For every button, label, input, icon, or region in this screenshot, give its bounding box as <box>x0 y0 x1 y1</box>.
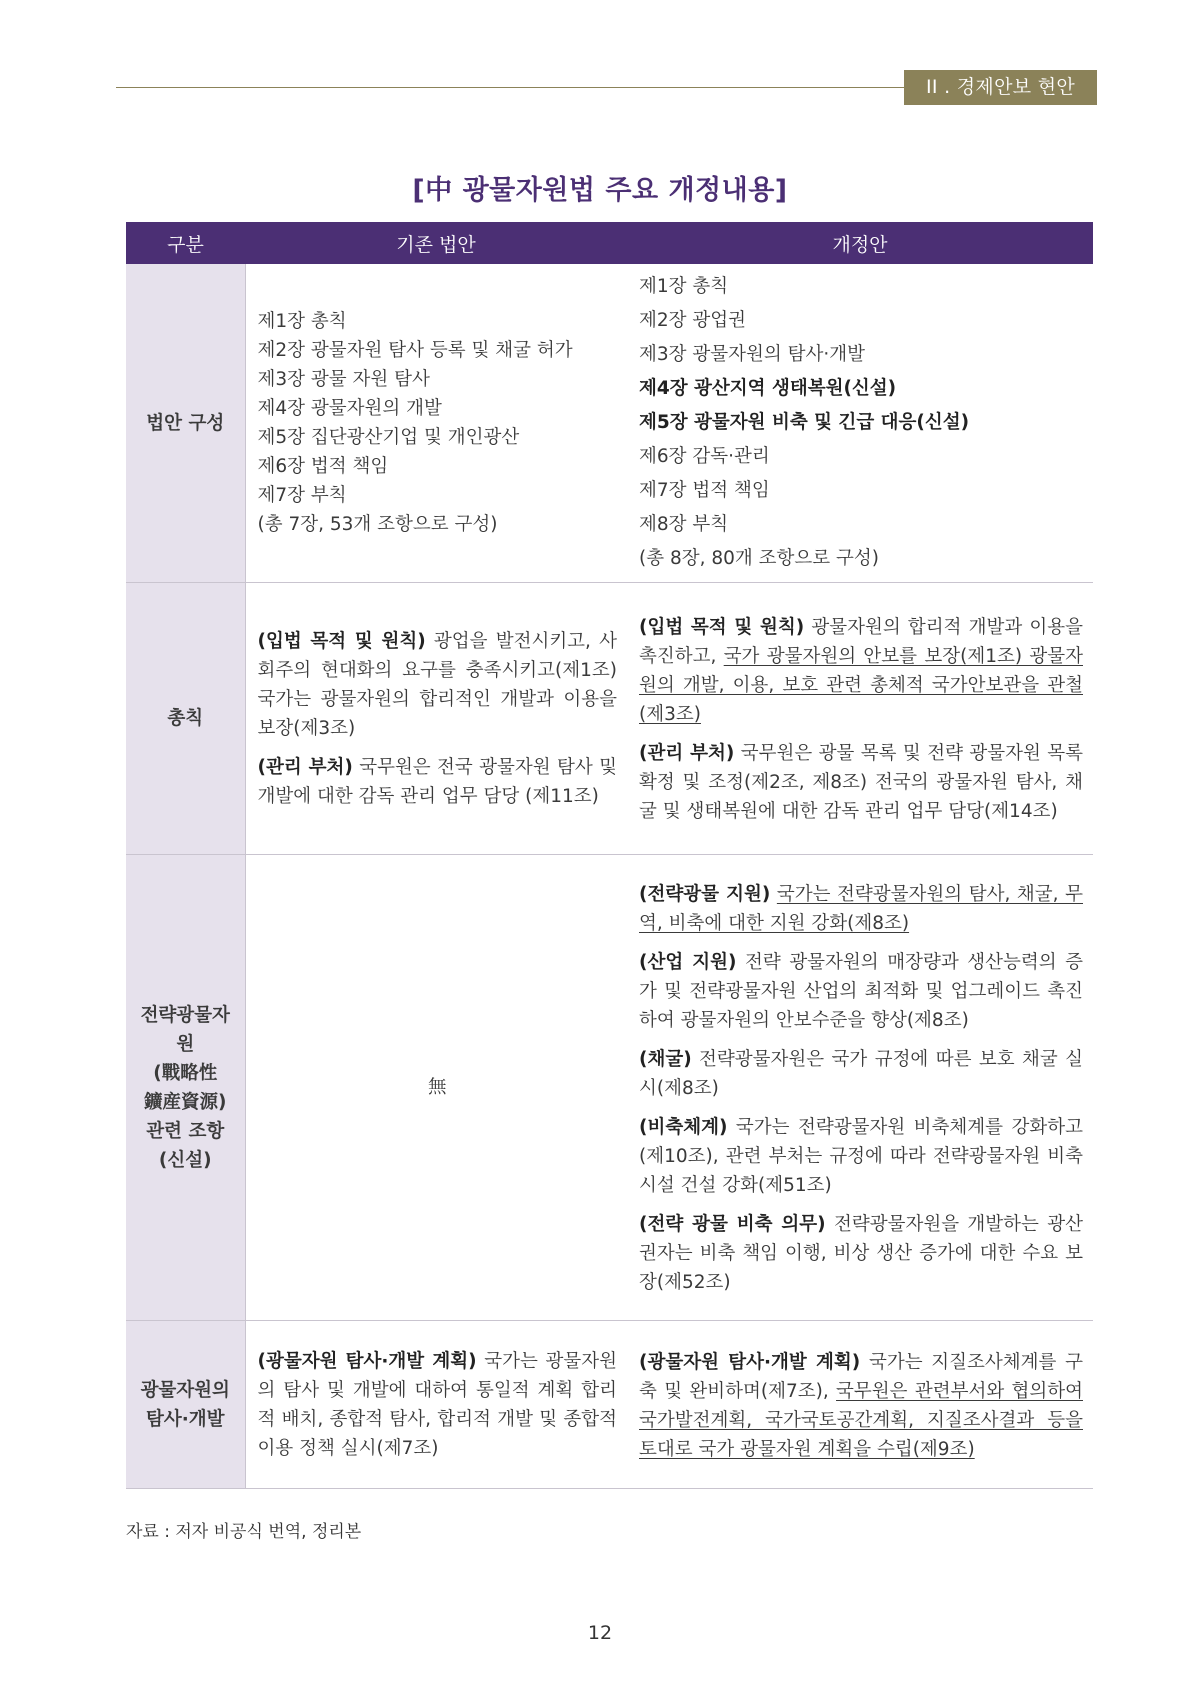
old-chapter: 제5장 집단광산기업 및 개인광산 <box>257 427 520 448</box>
new-provision <box>639 948 1083 1035</box>
new-chapter: 제8장 부칙 <box>639 514 729 535</box>
new-provision <box>639 1045 1083 1103</box>
provision-text: 국무원은 전국 광물자원 탐사 및 개발에 대한 감독 관리 업무 담당 (제11조) <box>257 756 617 807</box>
old-chapter: 제6장 법적 책임 <box>257 456 389 477</box>
new-law-cell <box>627 1321 1093 1489</box>
header-old-law: 기존 법안 <box>245 222 627 264</box>
row-category <box>126 855 245 1321</box>
new-law-cell <box>627 855 1093 1321</box>
provision-label: (관리 부처) <box>639 743 735 764</box>
table-row <box>126 855 1093 1321</box>
new-chapter-highlight: 제4장 광산지역 생태복원(신설) <box>639 378 897 399</box>
provision-label: (산업 지원) <box>639 952 737 973</box>
new-provision <box>639 1210 1083 1297</box>
new-chapter: 제6장 감독·관리 <box>639 446 770 467</box>
table-row <box>126 264 1093 583</box>
provision-text: 국무원은 광물 목록 및 전략 광물자원 목록 확정 및 조정(제2조, 제8조) 전국의 광물자원 탐사, 채굴 및 생태복원에 대한 감독 관리 업무 담당(제14조) <box>639 743 1083 822</box>
old-chapter: 제1장 총칙 <box>257 311 347 332</box>
provision-label: (광물자원 탐사·개발 계획) <box>639 1351 861 1373</box>
provision-text: 국가는 전략광물자원 비축체계를 강화하고(제10조), 관련 부처는 규정에 따라 전략광물자원 비축시설 건설 강화(제51조) <box>639 1117 1083 1196</box>
category-line: (신설) <box>158 1149 212 1171</box>
new-chapter: 제2장 광업권 <box>639 310 747 331</box>
old-chapter: 제4장 광물자원의 개발 <box>257 398 442 419</box>
table-title: [中 광물자원법 주요 개정내용] <box>412 175 788 206</box>
old-law-cell <box>245 583 627 855</box>
provision-text: 광물자원의 합리적 개발과 이용을 촉진하고, <box>639 617 1083 667</box>
old-chapter: 제7장 부칙 <box>257 485 347 506</box>
provision-text: 전략 광물자원의 매장량과 생산능력의 증가 및 전략광물자원 산업의 최적화 및 업그레이드 촉진하여 광물자원의 안보수준을 향상(제8조) <box>639 952 1083 1031</box>
table-row <box>126 583 1093 855</box>
old-law-cell-none: 無 <box>245 855 627 1321</box>
old-chapter: 제2장 광물자원 탐사 등록 및 채굴 허가 <box>257 340 573 361</box>
old-chapter: 제3장 광물 자원 탐사 <box>257 369 430 390</box>
new-chapter: 제3장 광물자원의 탐사·개발 <box>639 344 865 365</box>
provision-text: 전략광물자원을 개발하는 광산권자는 비축 책임 이행, 비상 생산 증가에 대한 수요 보장(제52조) <box>639 1214 1084 1293</box>
provision-label: (입법 목적 및 원칙) <box>257 630 426 652</box>
old-law-cell <box>245 264 627 583</box>
new-provision <box>639 1348 1083 1464</box>
table-header-row <box>126 222 1093 264</box>
provision-label: (광물자원 탐사·개발 계획) <box>257 1350 477 1372</box>
provision-label: (비축체계) <box>639 1117 728 1138</box>
provision-text: 국가는 지질조사체계를 구축 및 완비하며(제7조), <box>639 1351 1083 1402</box>
category-line: 전략광물자원 <box>140 1004 230 1055</box>
provision-underlined-text: 국무원은 관련부서와 협의하여 국가발전계획, 국가국토공간계획, 지질조사결과 등을 토대로 국가 광물자원 계획을 수립(제9조) <box>639 1380 1083 1460</box>
provision-underlined-text: 국가 광물자원의 안보를 보장(제1조) 광물자원의 개발, 이용, 보호 관련 총체적 국가안보관을 관철(제3조) <box>639 646 1083 725</box>
header-category: 구분 <box>126 222 245 264</box>
provision-text: 광업을 발전시키고, 사회주의 현대화의 요구를 충족시키고(제1조) 국가는 광물자원의 합리적인 개발과 이용을 보장(제3조) <box>257 630 617 739</box>
row-category: 총칙 <box>126 583 245 855</box>
old-law-cell <box>245 1321 627 1489</box>
old-provision <box>258 1347 618 1463</box>
provision-underlined-text: 국가는 전략광물자원의 탐사, 채굴, 무역, 비축에 대한 지원 강화(제8조) <box>639 884 1083 934</box>
table-row <box>126 1321 1093 1489</box>
new-provision <box>639 1113 1083 1200</box>
category-line: 광물자원의 <box>140 1379 230 1401</box>
provision-text <box>770 884 777 905</box>
section-badge: II . 경제안보 현안 <box>904 70 1097 105</box>
provision-label: (전략 광물 비축 의무) <box>639 1214 826 1235</box>
new-chapter: 제1장 총칙 <box>639 276 729 297</box>
new-provision <box>639 739 1083 826</box>
old-provision <box>258 753 618 811</box>
old-provision <box>258 627 618 743</box>
old-summary: (총 7장, 53개 조항으로 구성) <box>257 514 498 535</box>
category-line: 鑛産資源) <box>144 1091 227 1113</box>
page-number: 12 <box>587 1622 613 1644</box>
header-rule <box>116 87 906 88</box>
amendment-table <box>126 222 1093 1489</box>
provision-label: (채굴) <box>639 1049 692 1070</box>
new-law-cell <box>627 583 1093 855</box>
provision-text: 국가는 광물자원의 탐사 및 개발에 대하여 통일적 계획 합리적 배치, 종합적 탐사, 합리적 개발 및 종합적 이용 정책 실시(제7조) <box>257 1350 618 1459</box>
category-line: (戰略性 <box>153 1062 218 1084</box>
category-line: 관련 조항 <box>146 1120 225 1142</box>
source-note: 자료 : 저자 비공식 번역, 정리본 <box>126 1522 362 1542</box>
new-provision <box>639 613 1083 729</box>
provision-label: (입법 목적 및 원칙) <box>639 617 805 638</box>
new-law-cell <box>627 264 1093 583</box>
category-line: 탐사·개발 <box>145 1408 225 1430</box>
row-category: 법안 구성 <box>126 264 245 583</box>
provision-text: 전략광물자원은 국가 규정에 따른 보호 채굴 실시(제8조) <box>639 1049 1083 1099</box>
row-category <box>126 1321 245 1489</box>
new-chapter-highlight: 제5장 광물자원 비축 및 긴급 대응(신설) <box>639 412 970 433</box>
new-chapter: 제7장 법적 책임 <box>639 480 770 501</box>
header-new-law: 개정안 <box>627 222 1093 264</box>
new-provision <box>639 880 1083 938</box>
provision-label: (전략광물 지원) <box>639 884 771 905</box>
new-summary: (총 8장, 80개 조항으로 구성) <box>639 548 879 569</box>
provision-label: (관리 부처) <box>257 756 353 778</box>
